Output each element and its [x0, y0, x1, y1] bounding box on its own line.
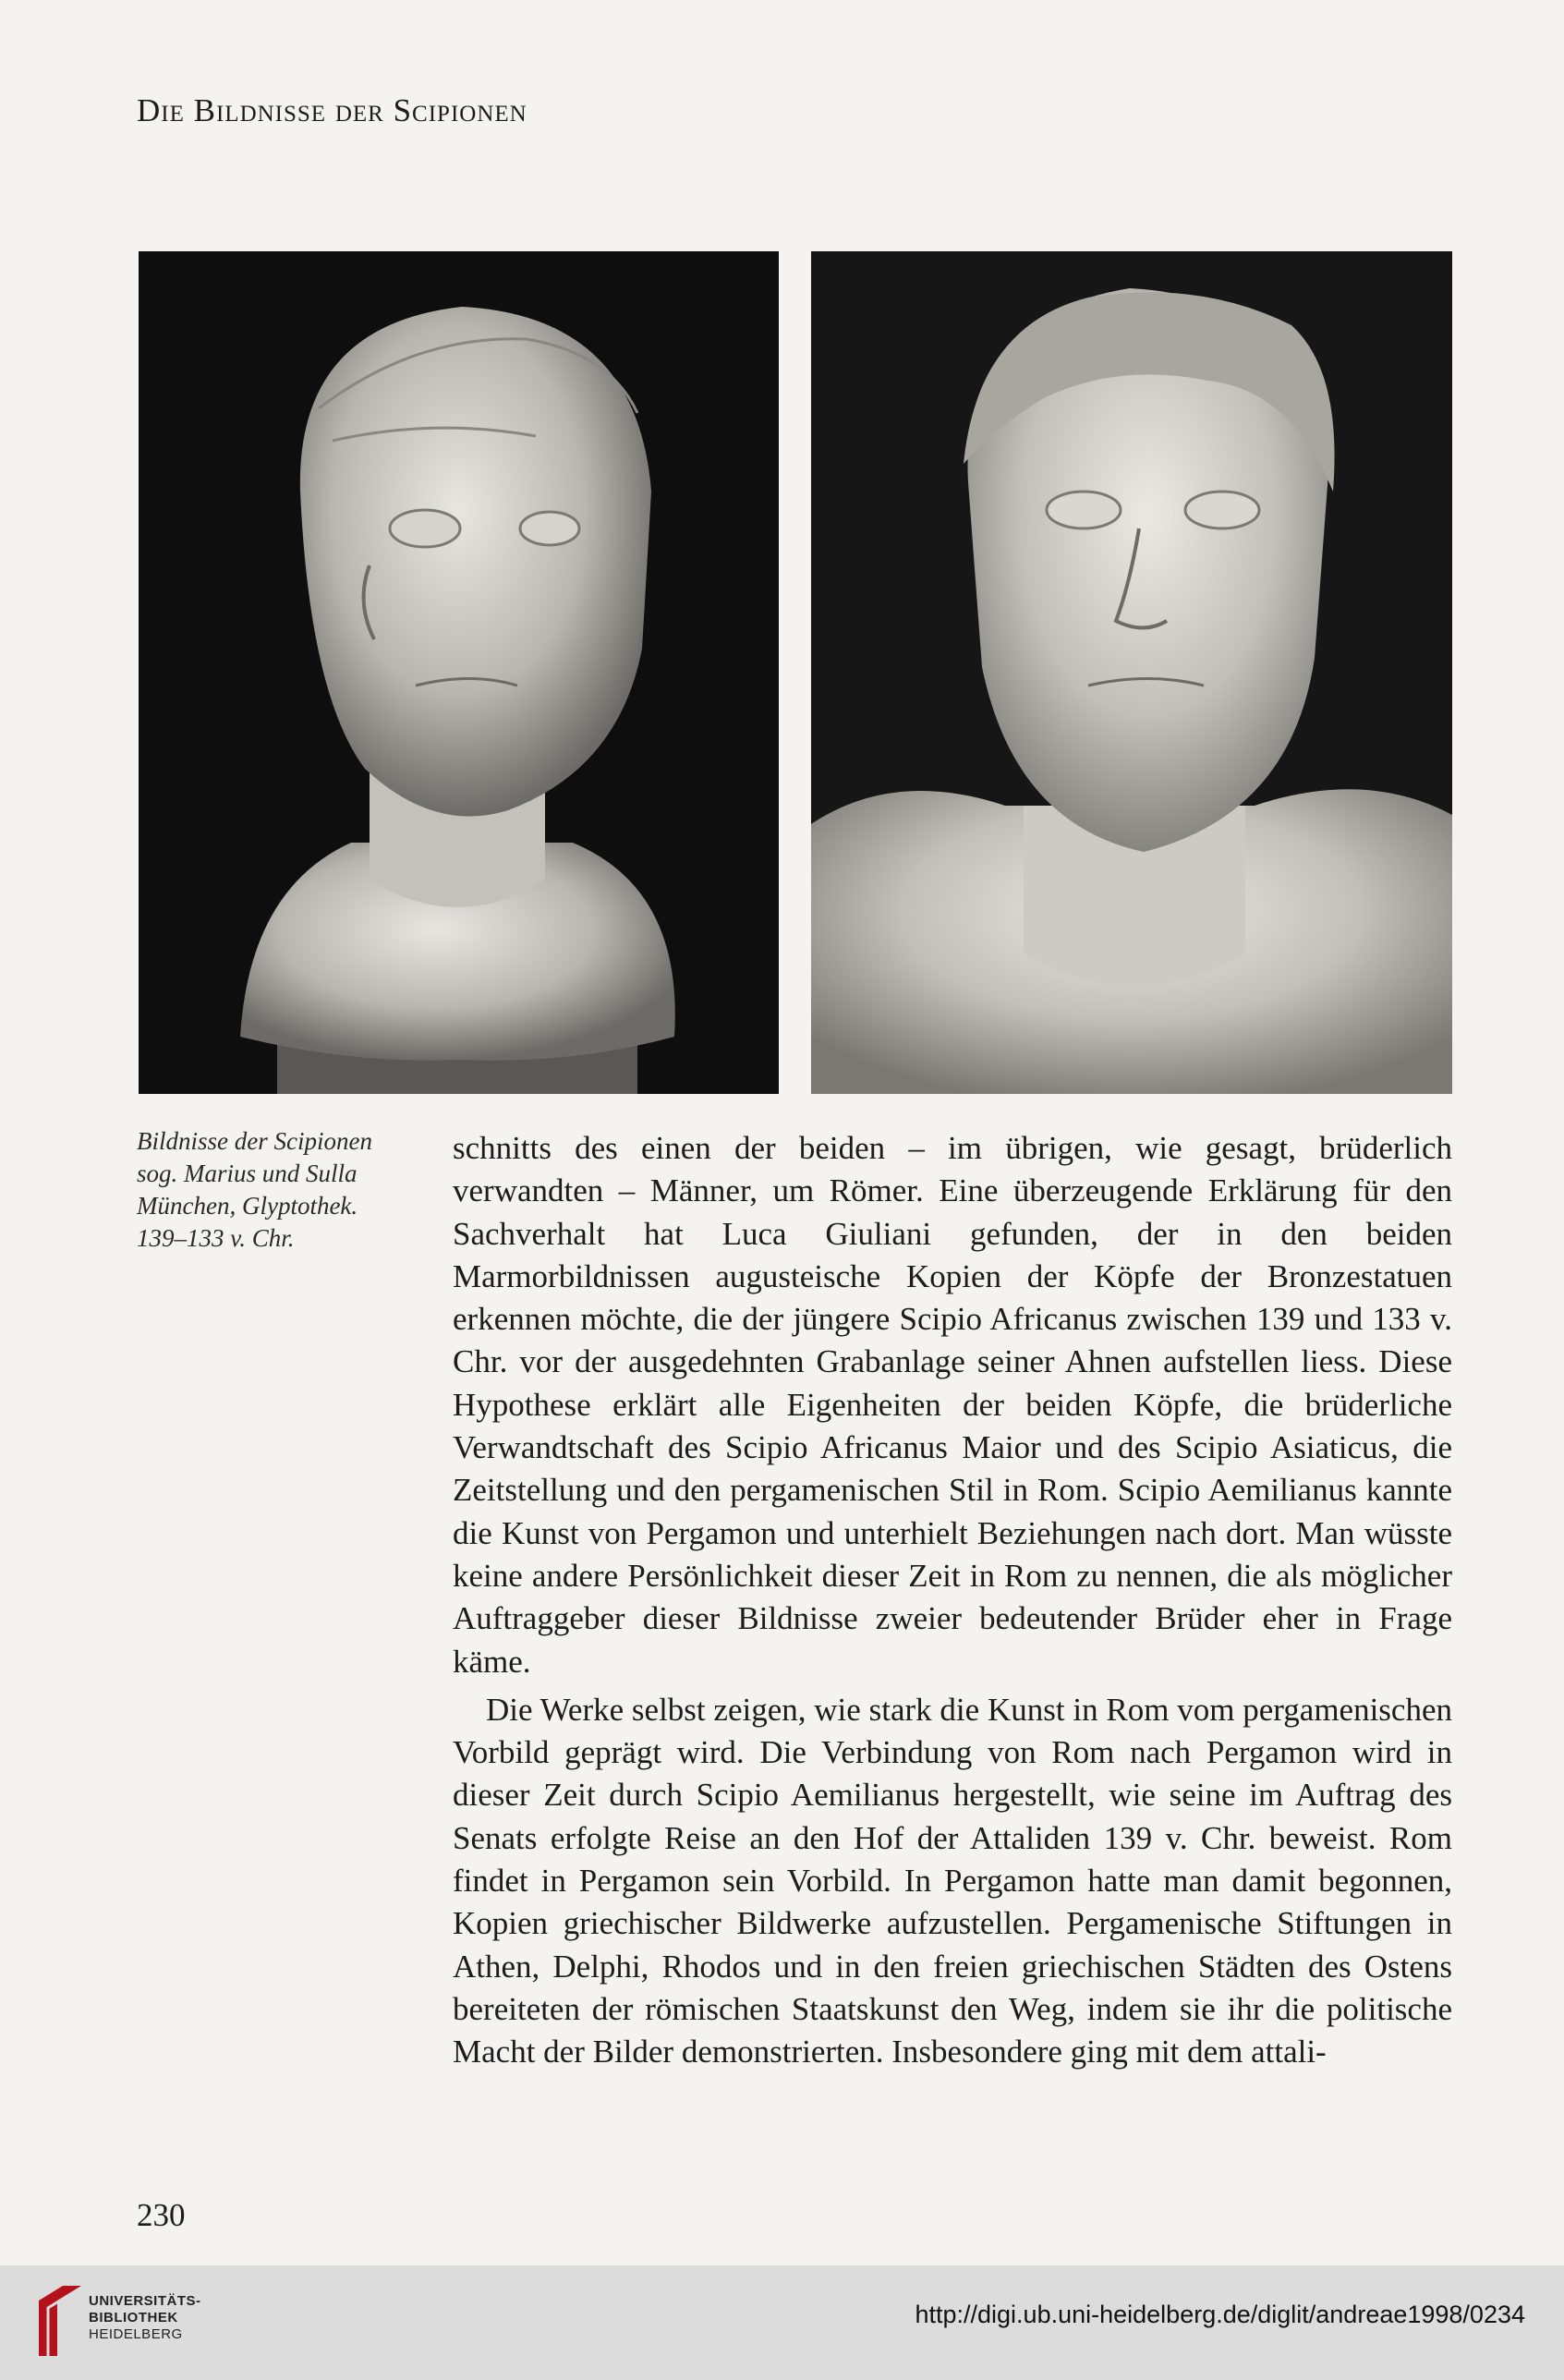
library-logo-icon — [35, 2282, 85, 2360]
body-text — [453, 1127, 1452, 2074]
digitization-footer — [0, 2265, 1564, 2380]
library-name-line: BIBLIOTHEK — [89, 2310, 178, 2325]
caption-line: München, Glyptothek. — [137, 1192, 358, 1220]
body-paragraph: schnitts des einen der beiden – im übrigen, wie gesagt, brüderlich verwandten – Männer, um Römer. Eine überzeugende Erklärung für den Sachverhalt hat Luca Giuliani gefunden, der in den beiden Marmorbildnissen augusteische Kopien der Köpfe der Bronzestatuen erkennen möchte, die der jüngere Scipio Africanus zwischen 139 und 133 v. Chr. vor der ausgedehnten Grabanlage seiner Ahnen aufstellen liess. Diese Hypothese erklärt alle Eigenheiten der beiden Köpfe, die brüderliche Verwandtschaft des Scipio Africanus Maior und des Scipio Asiaticus, die Zeitstellung und den pergamenischen Stil in Rom. Scipio Aemilianus kannte die Kunst von Pergamon und unterhielt Beziehungen nach dort. Man wüsste keine andere Persönlichkeit dieser Zeit in Rom zu nennen, die als möglicher Auftraggeber dieser Bildnisse zweier bedeutender Brüder eher in Frage käme. — [453, 1130, 1452, 1680]
running-header: Die Bildnisse der Scipionen — [137, 92, 527, 128]
marble-bust-marius-image — [139, 251, 779, 1094]
figure-caption — [137, 1125, 414, 1255]
caption-line: sog. Marius und Sulla — [137, 1160, 358, 1187]
library-name-line: HEIDELBERG — [89, 2326, 183, 2342]
source-url-link[interactable]: http://digi.ub.uni-heidelberg.de/diglit/andreae1998/0234 — [915, 2301, 1525, 2328]
body-paragraph: Die Werke selbst zeigen, wie stark die Kunst in Rom vom pergamenischen Vorbild geprägt wird. Die Verbindung von Rom nach Pergamon wird in dieser Zeit durch Scipio Aemilianus hergestellt, wie seine im Auftrag des Senats erfolgte Reise an den Hof der Attaliden 139 v. Chr. beweist. Rom findet in Pergamon sein Vorbild. In Pergamon hatte man damit begonnen, Kopien griechischer Bildwerke aufzustellen. Pergamenische Stiftungen in Athen, Delphi, Rhodos und in den freien griechischen Städten des Ostens bereiteten der römischen Staatskunst den Weg, indem sie ihr die politische Macht der Bilder demonstrierten. Insbesondere ging mit dem attali- — [453, 1691, 1452, 2070]
library-name-line: UNIVERSITÄTS- — [89, 2293, 201, 2309]
marble-bust-sulla-image — [811, 251, 1452, 1094]
caption-line: 139–133 v. Chr. — [137, 1224, 295, 1252]
page-number: 230 — [137, 2197, 186, 2233]
caption-line: Bildnisse der Scipionen — [137, 1127, 372, 1155]
library-name — [89, 2293, 201, 2343]
